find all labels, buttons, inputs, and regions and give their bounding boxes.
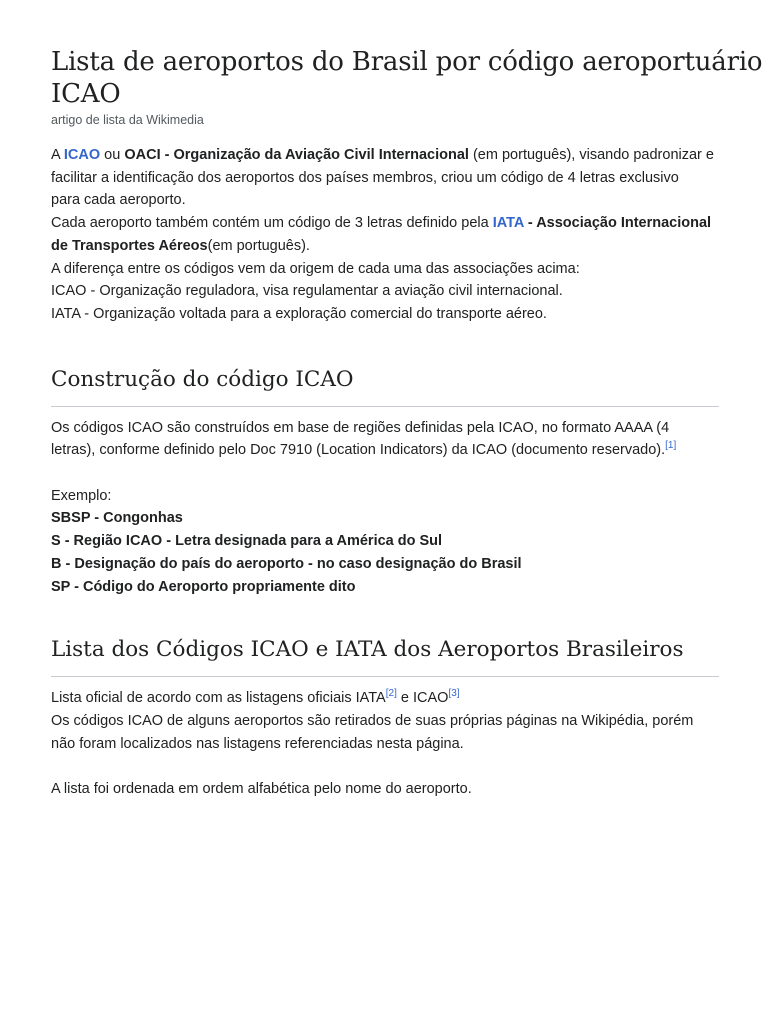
construcao-line-2: [51, 439, 719, 462]
spacer: [51, 462, 719, 485]
lista-text: Lista oficial de acordo com as listagens oficiais IATA: [51, 690, 386, 707]
page-title-line-2: ICAO: [51, 79, 121, 109]
icao-link[interactable]: ICAO: [63, 147, 101, 163]
iata-name-bold-cont: de Transportes Aéreos: [51, 237, 208, 254]
iata-link[interactable]: IATA: [492, 215, 524, 232]
reference-3-link[interactable]: [3]: [448, 688, 460, 700]
intro-line-3: para cada aeroporto.: [51, 192, 186, 209]
intro-line-1: [51, 144, 719, 167]
example-line-3: B - Designação do país do aeroporto - no caso designação do Brasil: [51, 555, 522, 572]
intro-text: Cada aeroporto também contém um código de 3 letras definido pela: [51, 215, 493, 232]
lista-line-3: não foram localizados nas listagens referenciadas nesta página.: [51, 735, 464, 752]
lista-line-2: Os códigos ICAO de alguns aeroportos são retirados de suas próprias páginas na Wikipédia, porém: [51, 712, 694, 729]
iata-name-bold: - Associação Internacional: [523, 215, 712, 232]
construcao-line-1: Os códigos ICAO são construídos em base de regiões definidas pela ICAO, no formato AAAA (4: [51, 419, 670, 436]
intro-text: ou: [100, 147, 125, 163]
intro-text: (em português), visando padronizar e: [468, 147, 714, 163]
section-heading-lista: Lista dos Códigos ICAO e IATA dos Aeroportos Brasileiros: [51, 636, 719, 677]
intro-text: (em português).: [207, 237, 310, 254]
article: [51, 46, 763, 801]
intro-line-7: ICAO - Organização reguladora, visa regulamentar a aviação civil internacional.: [51, 283, 563, 300]
page-title: [51, 46, 763, 110]
reference-1-link[interactable]: [1]: [665, 440, 677, 452]
lista-paragraph: [51, 687, 719, 801]
intro-line-4: [51, 212, 719, 235]
example-line-2: S - Região ICAO - Letra designada para a América do Sul: [51, 533, 443, 550]
intro-line-2: facilitar a identificação dos aeroportos dos países membros, criou um código de 4 letras exclusivo: [51, 169, 679, 186]
oaci-bold: OACI - Organização da Aviação Civil Internacional: [124, 147, 469, 163]
reference-2-link[interactable]: [2]: [385, 688, 397, 700]
exemplo-label: Exemplo:: [51, 487, 112, 504]
construcao-text: letras), conforme definido pelo Doc 7910 (Location Indicators) da ICAO (documento reservado).: [51, 442, 666, 459]
intro-line-6: A diferença entre os códigos vem da origem de cada uma das associações acima:: [51, 260, 580, 277]
example-line-4: SP - Código do Aeroporto propriamente dito: [51, 578, 356, 595]
lista-line-1: [51, 687, 719, 710]
intro-paragraph: [51, 144, 719, 326]
intro-line-8: IATA - Organização voltada para a exploração comercial do transporte aéreo.: [51, 305, 547, 322]
lista-line-4: A lista foi ordenada em ordem alfabética pelo nome do aeroporto.: [51, 781, 472, 798]
intro-text: A: [51, 147, 64, 163]
page-subtitle: artigo de lista da Wikimedia: [51, 113, 204, 127]
construcao-paragraph: [51, 417, 719, 599]
section-heading-construcao: Construção do código ICAO: [51, 366, 719, 407]
example-line-1: SBSP - Congonhas: [51, 510, 183, 527]
page-title-line-1: Lista de aeroportos do Brasil por código aeroportuário: [51, 47, 763, 77]
spacer: [51, 755, 719, 778]
intro-line-5: [51, 235, 719, 258]
lista-text: e ICAO: [396, 690, 449, 707]
